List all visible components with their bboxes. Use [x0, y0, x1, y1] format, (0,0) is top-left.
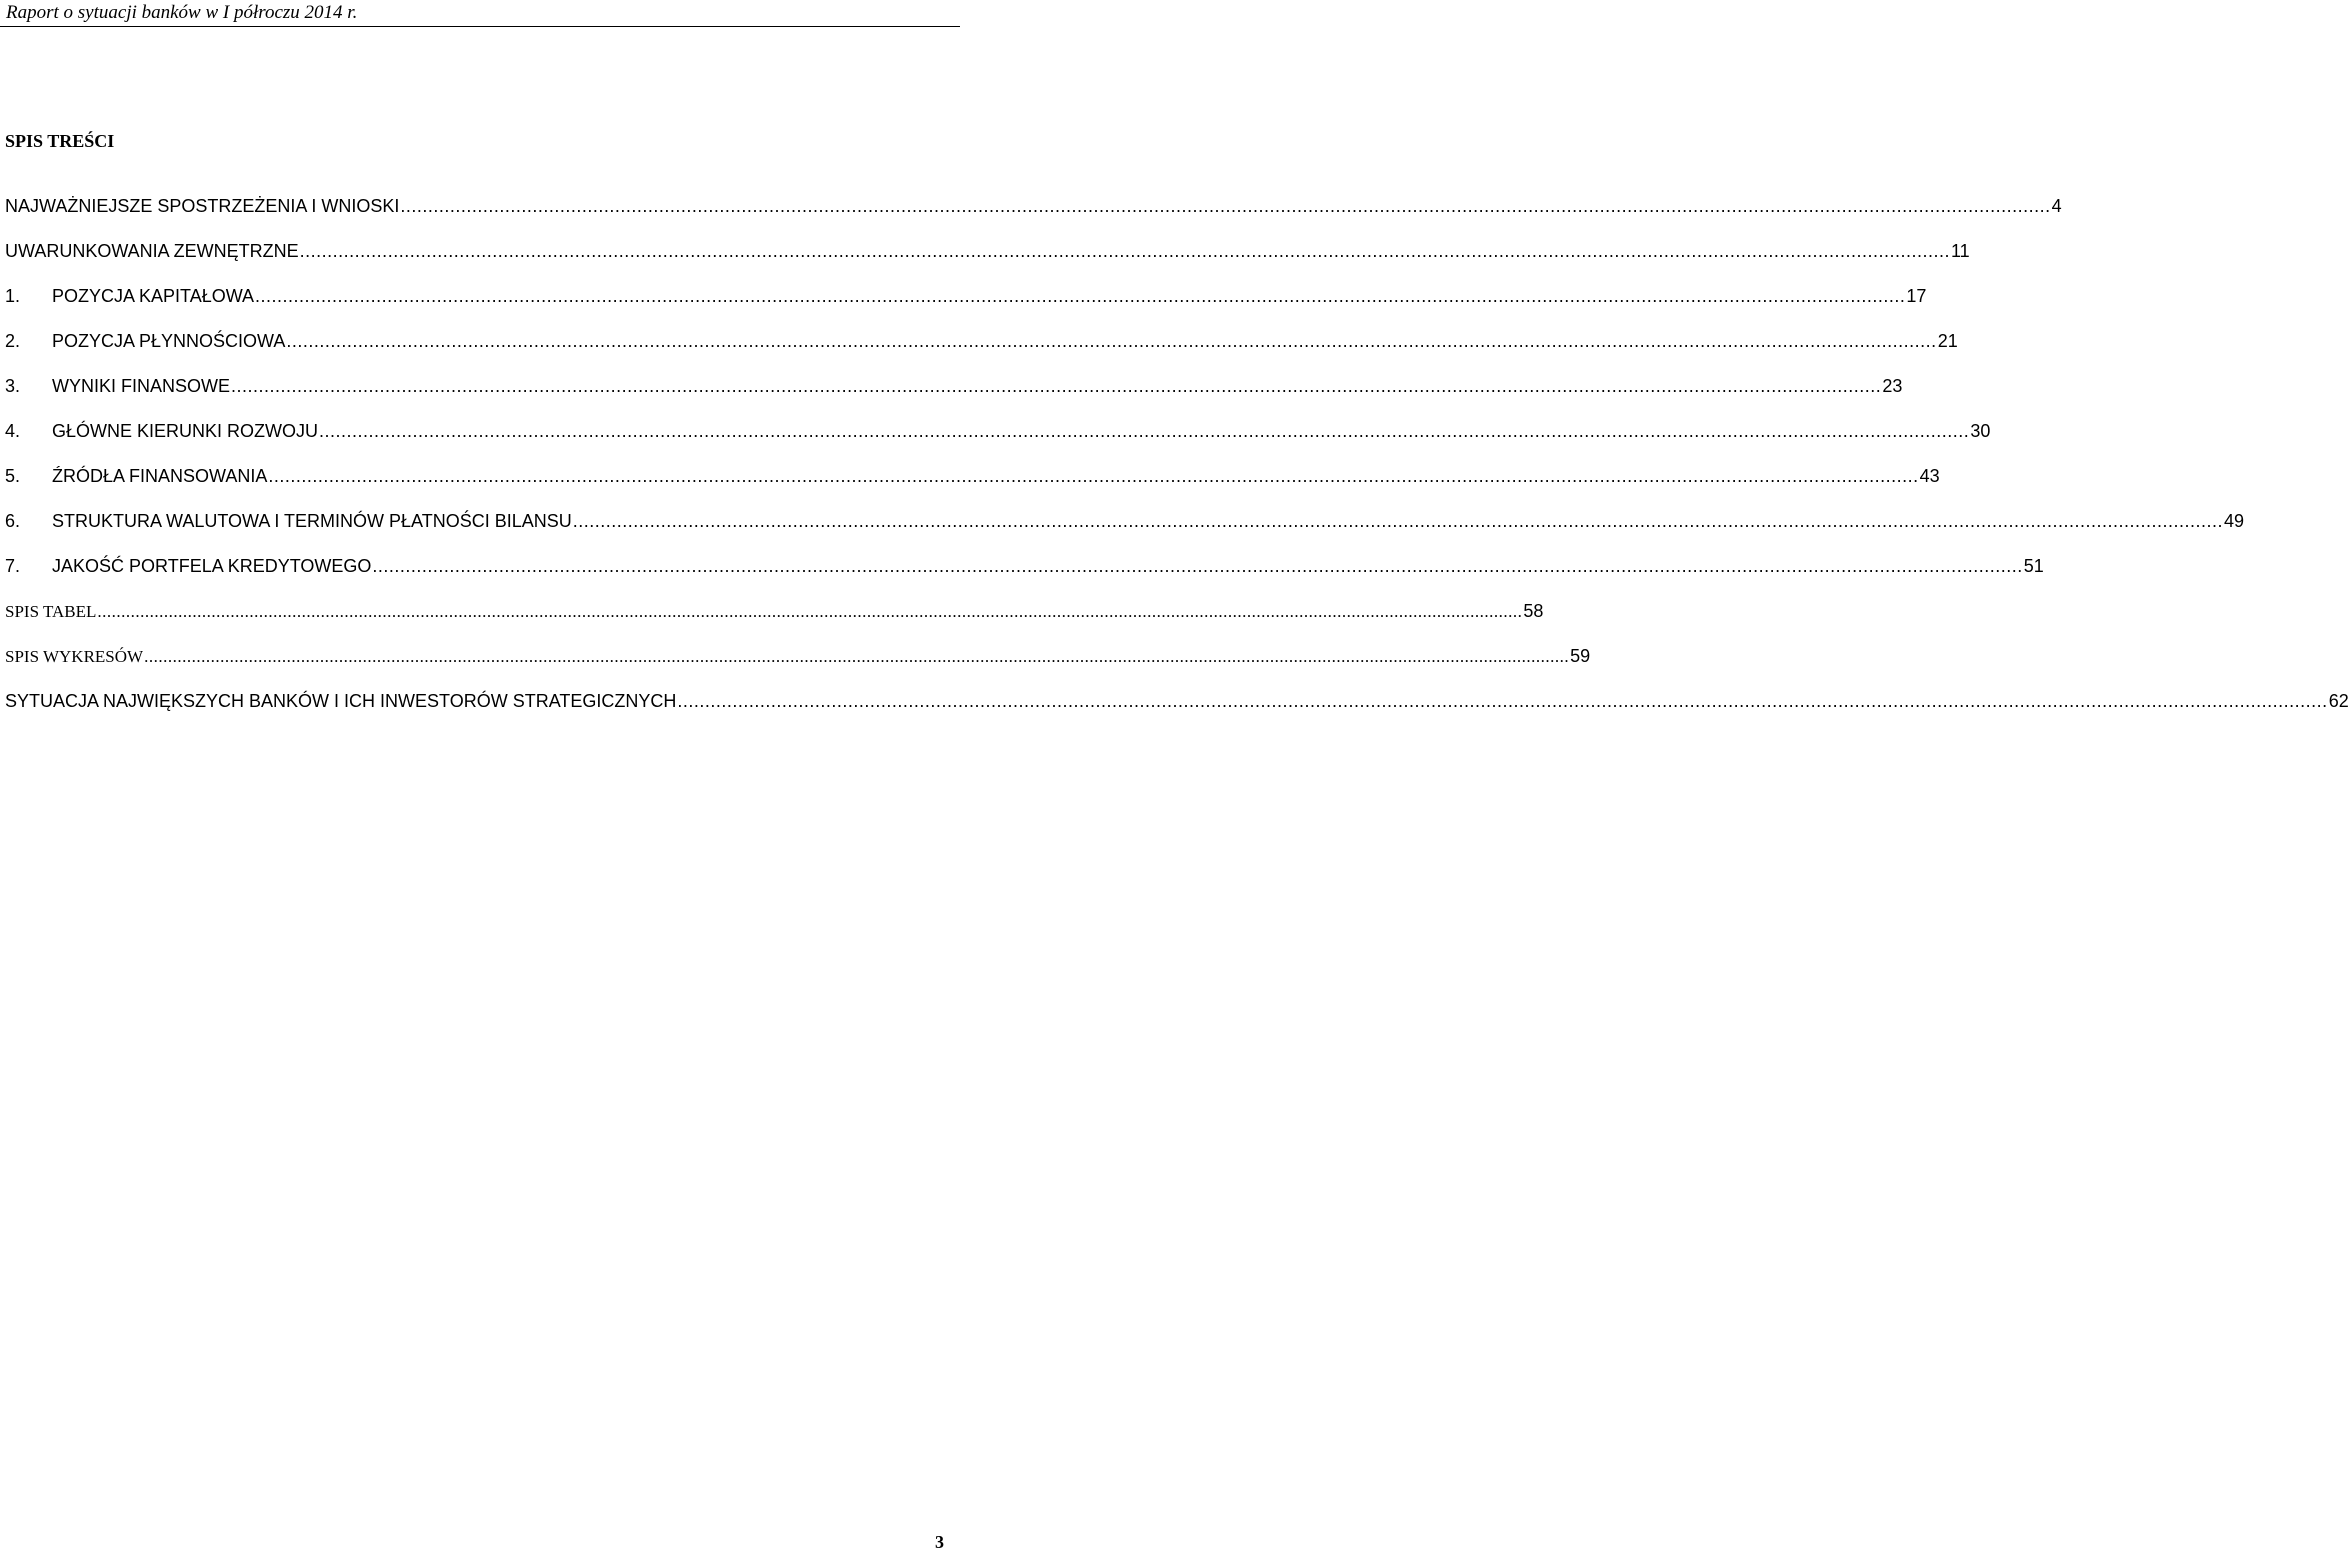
toc-entry-label: ŹRÓDŁA FINANSOWANIA [52, 466, 268, 486]
dot-leader: ............................................................................................................................................................................................................................................................................................................ [572, 511, 2224, 531]
toc-entry-page: 51 [2023, 556, 2044, 576]
toc-entry-loan-portfolio-quality[interactable] [5, 556, 2044, 601]
toc-entry-label: GŁÓWNE KIERUNKI ROZWOJU [52, 421, 319, 441]
toc-entry-label: NAJWAŻNIEJSZE SPOSTRZEŻENIA I WNIOSKI [5, 196, 400, 216]
toc-entry-list-of-charts[interactable] [5, 646, 1591, 691]
toc-entry-label: POZYCJA PŁYNNOŚCIOWA [52, 331, 286, 351]
toc-entry-key-findings[interactable] [5, 196, 2062, 241]
header-title: Raport o sytuacji banków w I półroczu 2014 r. [6, 2, 358, 23]
toc-entry-currency-maturity-structure[interactable] [5, 511, 2245, 556]
toc-entry-label: JAKOŚĆ PORTFELA KREDYTOWEGO [52, 556, 372, 576]
dot-leader: ............................................................................................................................................................................................................................................................................................................ [299, 241, 1950, 261]
dot-leader: ............................................................................................................................................................................................................................................................................................................ [231, 376, 1882, 396]
toc-entry-page: 43 [1919, 466, 1940, 486]
toc-entry-page: 30 [1970, 421, 1991, 441]
dot-leader: ............................................................................................................................................................................................................................................................................................................ [97, 602, 1523, 621]
toc-entry-page: 17 [1906, 286, 1927, 306]
dot-leader: ............................................................................................................................................................................................................................................................................................................ [677, 691, 2328, 711]
toc-entry-label: SYTUACJA NAJWIĘKSZYCH BANKÓW I ICH INWESTORÓW STRATEGICZNYCH [5, 691, 677, 711]
toc-entry-label: SPIS WYKRESÓW [5, 647, 144, 666]
toc-entry-number: 5. [5, 466, 21, 486]
dot-leader: ............................................................................................................................................................................................................................................................................................................ [286, 331, 1937, 351]
page-header [0, 0, 960, 27]
toc-entry-liquidity-position[interactable] [5, 331, 1958, 376]
toc-entry-page: 49 [2224, 511, 2245, 531]
dot-leader: ............................................................................................................................................................................................................................................................................................................ [319, 421, 1970, 441]
toc-entry-label: STRUKTURA WALUTOWA I TERMINÓW PŁATNOŚCI BILANSU [52, 511, 572, 531]
toc-entry-number: 7. [5, 556, 21, 576]
toc-title: SPIS TREŚCI [5, 131, 115, 151]
toc-entry-page: 23 [1882, 376, 1903, 396]
toc-entry-label: POZYCJA KAPITAŁOWA [52, 286, 255, 306]
toc-entry-page: 58 [1523, 601, 1544, 621]
toc-entry-label: SPIS TABEL [5, 602, 97, 621]
toc-entry-external-conditions[interactable] [5, 241, 1970, 286]
toc-entry-list-of-tables[interactable] [5, 601, 1544, 646]
dot-leader: ............................................................................................................................................................................................................................................................................................................ [400, 196, 2051, 216]
toc-entry-number: 2. [5, 331, 21, 351]
toc-entry-funding-sources[interactable] [5, 466, 1940, 511]
toc-entry-page: 4 [2051, 196, 2062, 216]
dot-leader: ............................................................................................................................................................................................................................................................................................................ [144, 647, 1570, 666]
table-of-contents [5, 196, 2349, 736]
toc-entry-number: 1. [5, 286, 21, 306]
dot-leader: ............................................................................................................................................................................................................................................................................................................ [372, 556, 2023, 576]
page-number: 3 [935, 1532, 944, 1552]
toc-entry-page: 21 [1937, 331, 1958, 351]
dot-leader: ............................................................................................................................................................................................................................................................................................................ [268, 466, 1919, 486]
toc-entry-financial-results[interactable] [5, 376, 1903, 421]
toc-entry-page: 59 [1570, 646, 1591, 666]
toc-entry-label: UWARUNKOWANIA ZEWNĘTRZNE [5, 241, 299, 261]
toc-entry-label: WYNIKI FINANSOWE [52, 376, 231, 396]
toc-entry-number: 3. [5, 376, 21, 396]
toc-entry-development-directions[interactable] [5, 421, 1991, 466]
toc-entry-capital-position[interactable] [5, 286, 1927, 331]
dot-leader: ............................................................................................................................................................................................................................................................................................................ [255, 286, 1906, 306]
toc-entry-number: 4. [5, 421, 21, 441]
toc-entry-page: 62 [2328, 691, 2349, 711]
toc-entry-largest-banks[interactable] [5, 691, 2349, 736]
toc-entry-page: 11 [1950, 241, 1970, 261]
toc-entry-number: 6. [5, 511, 21, 531]
